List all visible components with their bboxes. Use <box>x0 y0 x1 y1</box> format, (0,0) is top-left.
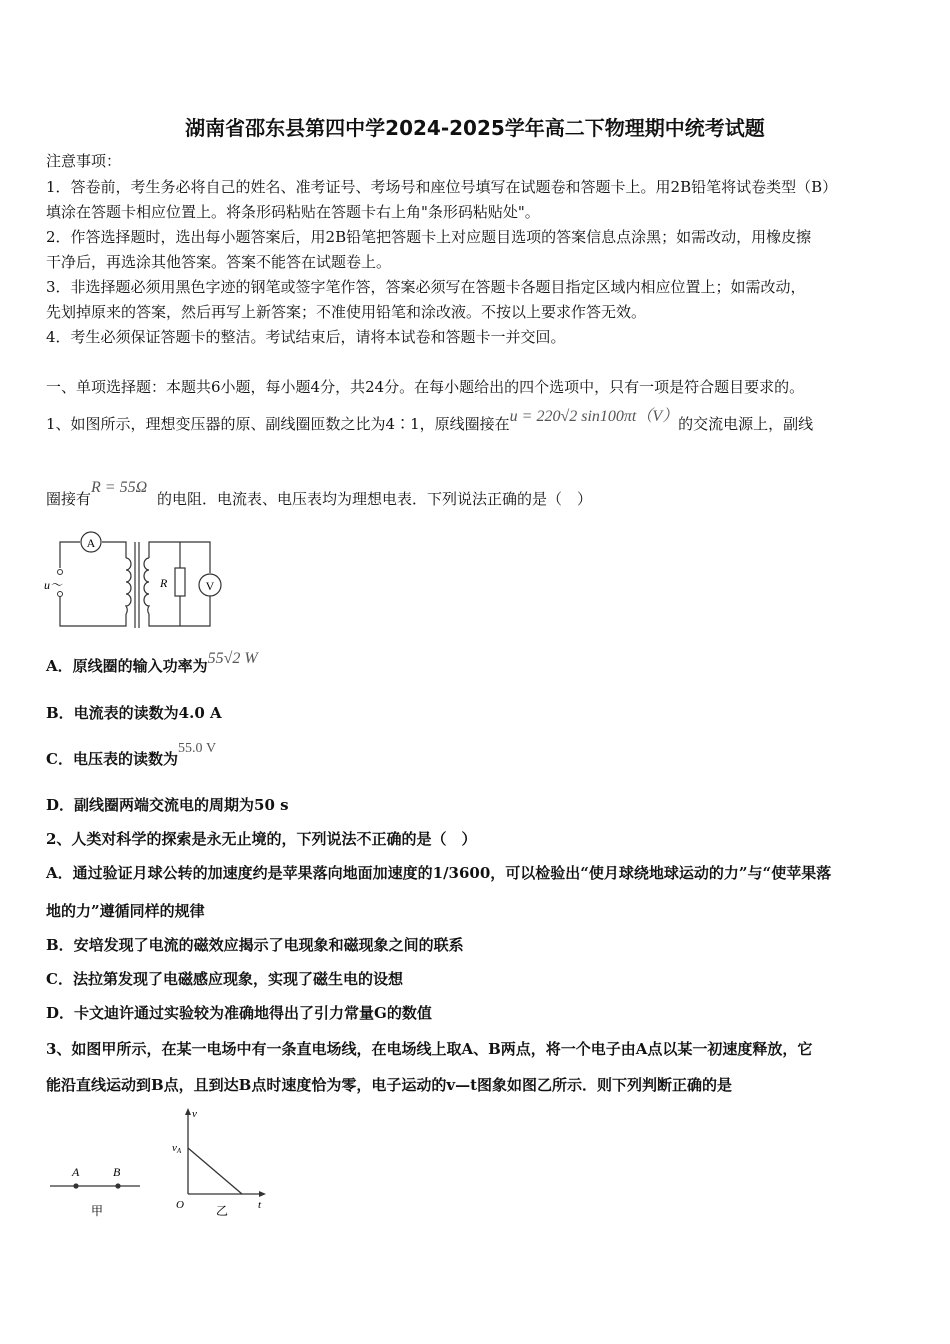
q1-option-a <box>46 650 908 678</box>
figure-yi-caption: 乙 <box>216 1204 229 1218</box>
q1-stem-c: 圈接有 <box>46 490 92 508</box>
field-line-figure <box>46 1118 146 1218</box>
q3-stem-line1: 3、如图甲所示，在某一电场中有一条直电场线，在电场线上取A、B两点，将一个电子由A点以某一初速度释放，它 <box>46 1040 813 1058</box>
origin-label: O <box>176 1199 184 1211</box>
v-axis-label: v <box>192 1108 197 1120</box>
notice-line: 先划掉原来的答案，然后再写上新答案；不准使用铅笔和涂改液。不按以上要求作答无效。 <box>46 303 647 321</box>
section-heading: 一、单项选择题：本题共6小题，每小题4分，共24分。在每小题给出的四个选项中，只有一项是符合题目要求的。 <box>46 378 805 396</box>
notice-heading: 注意事项： <box>46 152 122 170</box>
point-a-label: A <box>72 1165 80 1179</box>
q1-option-a-formula: 55√2 W <box>207 650 258 667</box>
q2-option-c: C．法拉第发现了电磁感应现象，实现了磁生电的设想 <box>46 970 403 988</box>
q2-stem: 2、人类对科学的探索是永无止境的，下列说法不正确的是（ ） <box>46 830 477 848</box>
notice-line: 4．考生必须保证答题卡的整洁。考试结束后，请将本试卷和答题卡一并交回。 <box>46 328 566 346</box>
q1-stem-a: 1、如图所示，理想变压器的原、副线圈匝数之比为4∶1，原线圈接在 <box>46 415 510 433</box>
q1-option-b: B．电流表的读数为4.0 A <box>46 704 222 722</box>
figure-jia-caption: 甲 <box>91 1204 104 1218</box>
q1-stem-d: 的电阻．电流表、电压表均为理想电表．下列说法正确的是（ ） <box>157 490 593 508</box>
q1-option-d: D．副线圈两端交流电的周期为50 s <box>46 796 289 814</box>
point-b-label: B <box>113 1165 121 1179</box>
t-axis-label: t <box>258 1199 262 1211</box>
transformer-circuit-figure <box>44 528 230 630</box>
q2-option-d: D．卡文迪许通过实验较为准确地得出了引力常量G的数值 <box>46 1004 432 1022</box>
q1-stem-line1 <box>46 408 908 436</box>
q2-option-a-cont: 地的力”遵循同样的规律 <box>46 902 205 920</box>
notice-line: 2．作答选择题时，选出每小题答案后，用2B铅笔把答题卡上对应题目选项的答案信息点涂黑；如需改动，用橡皮擦 <box>46 228 812 246</box>
notice-line: 干净后，再选涂其他答案。答案不能答在试题卷上。 <box>46 253 392 271</box>
q1-option-a-text: A．原线圈的输入功率为 <box>46 657 208 675</box>
voltmeter-label: V <box>205 579 215 593</box>
v0-label <box>172 1142 182 1155</box>
page-title: 湖南省邵东县第四中学2024-2025学年高二下物理期中统考试题 <box>185 116 765 140</box>
notice-line: 1．答卷前，考生务必将自己的姓名、准考证号、考场号和座位号填写在试题卷和答题卡上。用2B铅笔将试卷类型（B） <box>46 178 838 196</box>
notice-line: 填涂在答题卡相应位置上。将条形码粘贴在答题卡右上角"条形码粘贴处"。 <box>46 203 540 221</box>
q1-option-c <box>46 741 908 772</box>
q2-option-b: B．安培发现了电流的磁效应揭示了电现象和磁现象之间的联系 <box>46 936 464 954</box>
q1-formula-u: u = 220√2 sin100πt（V） <box>509 408 679 425</box>
q1-option-c-text: C．电压表的读数为 <box>46 750 178 768</box>
resistor-label: R <box>160 576 168 590</box>
notice-line: 3．非选择题必须用黑色字迹的钢笔或签字笔作答，答案必须写在答题卡各题目指定区域内相应位置上；如需改动， <box>46 278 806 296</box>
q1-stem-b: 的交流电源上，副线 <box>678 415 814 433</box>
vt-graph-figure <box>168 1104 273 1220</box>
q1-formula-r: R = 55Ω <box>91 479 148 496</box>
q3-stem-line2: 能沿直线运动到B点，且到达B点时速度恰为零，电子运动的v—t图象如图乙所示．则下列判断正确的是 <box>46 1076 733 1094</box>
v0-label-main: v <box>172 1142 177 1154</box>
source-label: u～ <box>44 578 63 592</box>
v0-label-sub: A <box>176 1147 182 1155</box>
q1-option-c-formula: 55.0 V <box>177 741 217 756</box>
q2-option-a: A．通过验证月球公转的加速度约是苹果落向地面加速度的1/3600，可以检验出“使月球绕地球运动的力”与“使苹果落 <box>46 864 832 882</box>
ammeter-label: A <box>86 536 96 550</box>
q1-stem-line2 <box>46 479 908 511</box>
